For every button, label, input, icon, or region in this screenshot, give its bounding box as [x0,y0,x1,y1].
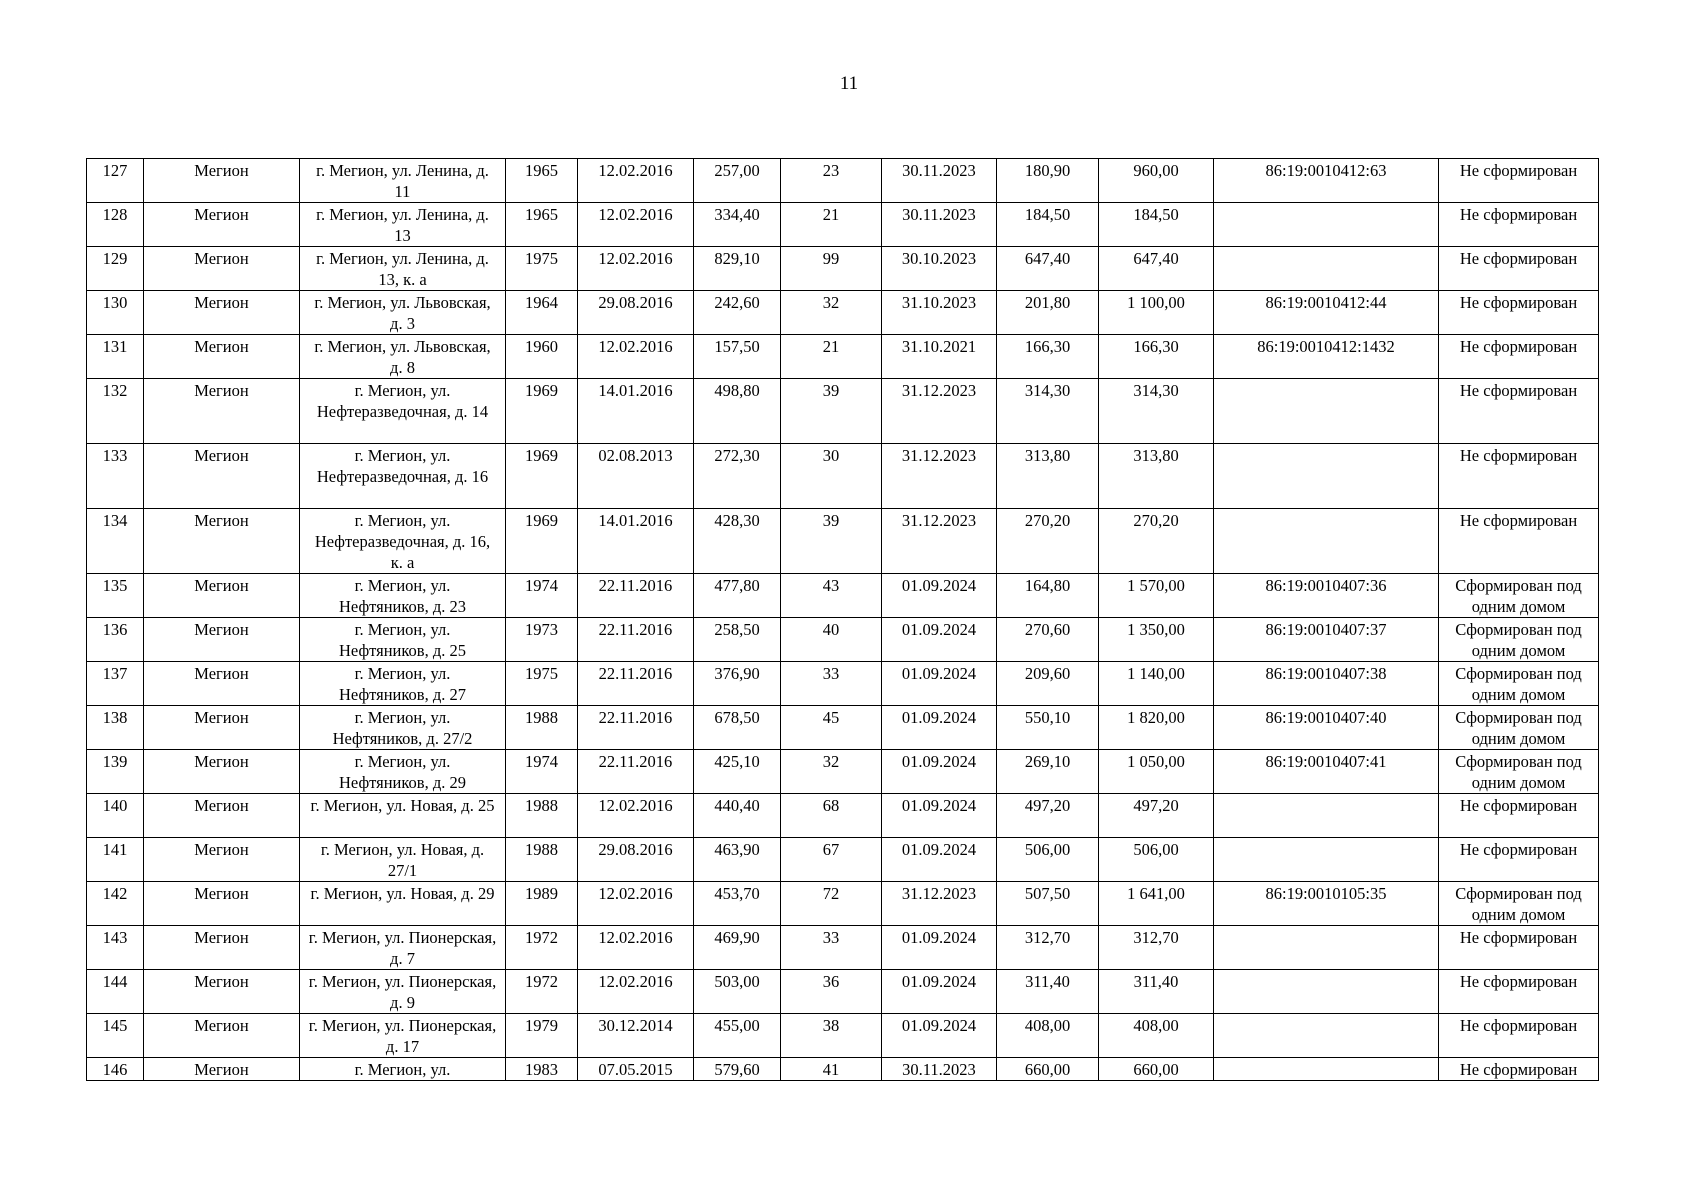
status-cell: Сформирован под одним домом [1439,662,1599,706]
area2-cell: 314,30 [997,379,1099,444]
address-cell: г. Мегион, ул. Нефтяников, д. 23 [300,574,506,618]
deadline-cell: 31.12.2023 [882,509,997,574]
count-cell: 41 [781,1058,882,1081]
year-cell: 1960 [506,335,578,379]
area-cell: 463,90 [694,838,781,882]
deadline-cell: 30.11.2023 [882,203,997,247]
address-cell: г. Мегион, ул. Нефтеразведочная, д. 14 [300,379,506,444]
year-cell: 1983 [506,1058,578,1081]
year-cell: 1972 [506,970,578,1014]
status-cell: Не сформирован [1439,203,1599,247]
row-number: 134 [87,509,144,574]
count-cell: 21 [781,203,882,247]
city-cell: Мегион [144,794,300,838]
area-cell: 272,30 [694,444,781,509]
row-number: 135 [87,574,144,618]
date-cell: 12.02.2016 [578,970,694,1014]
count-cell: 33 [781,662,882,706]
land-area-cell: 660,00 [1099,1058,1214,1081]
status-cell: Не сформирован [1439,1014,1599,1058]
land-area-cell: 1 820,00 [1099,706,1214,750]
deadline-cell: 30.11.2023 [882,1058,997,1081]
cadastral-number-cell: 86:19:0010407:40 [1214,706,1439,750]
area2-cell: 660,00 [997,1058,1099,1081]
area-cell: 455,00 [694,1014,781,1058]
deadline-cell: 01.09.2024 [882,970,997,1014]
deadline-cell: 30.11.2023 [882,159,997,203]
deadline-cell: 01.09.2024 [882,838,997,882]
cadastral-number-cell: 86:19:0010412:44 [1214,291,1439,335]
area2-cell: 201,80 [997,291,1099,335]
area-cell: 376,90 [694,662,781,706]
city-cell: Мегион [144,750,300,794]
area-cell: 440,40 [694,794,781,838]
deadline-cell: 01.09.2024 [882,794,997,838]
deadline-cell: 01.09.2024 [882,662,997,706]
cadastral-number-cell [1214,838,1439,882]
year-cell: 1975 [506,247,578,291]
year-cell: 1988 [506,838,578,882]
deadline-cell: 30.10.2023 [882,247,997,291]
land-area-cell: 1 050,00 [1099,750,1214,794]
date-cell: 29.08.2016 [578,838,694,882]
status-cell: Не сформирован [1439,926,1599,970]
address-cell: г. Мегион, ул. [300,1058,506,1081]
cadastral-number-cell [1214,203,1439,247]
row-number: 146 [87,1058,144,1081]
area2-cell: 209,60 [997,662,1099,706]
address-cell: г. Мегион, ул. Ленина, д. 13 [300,203,506,247]
land-area-cell: 312,70 [1099,926,1214,970]
address-cell: г. Мегион, ул. Ленина, д. 13, к. а [300,247,506,291]
table-row [87,970,1599,1014]
area2-cell: 184,50 [997,203,1099,247]
table-row [87,794,1599,838]
row-number: 132 [87,379,144,444]
area2-cell: 550,10 [997,706,1099,750]
row-number: 127 [87,159,144,203]
land-area-cell: 1 570,00 [1099,574,1214,618]
city-cell: Мегион [144,335,300,379]
row-number: 144 [87,970,144,1014]
cadastral-number-cell: 86:19:0010407:41 [1214,750,1439,794]
area2-cell: 647,40 [997,247,1099,291]
count-cell: 32 [781,291,882,335]
area2-cell: 180,90 [997,159,1099,203]
status-cell: Не сформирован [1439,379,1599,444]
city-cell: Мегион [144,291,300,335]
area2-cell: 270,20 [997,509,1099,574]
table-row [87,662,1599,706]
status-cell: Не сформирован [1439,794,1599,838]
status-cell: Сформирован под одним домом [1439,706,1599,750]
city-cell: Мегион [144,1058,300,1081]
deadline-cell: 01.09.2024 [882,574,997,618]
area-cell: 477,80 [694,574,781,618]
city-cell: Мегион [144,203,300,247]
table-row [87,159,1599,203]
row-number: 141 [87,838,144,882]
status-cell: Сформирован под одним домом [1439,750,1599,794]
date-cell: 22.11.2016 [578,574,694,618]
deadline-cell: 01.09.2024 [882,706,997,750]
year-cell: 1979 [506,1014,578,1058]
cadastral-number-cell: 86:19:0010407:36 [1214,574,1439,618]
year-cell: 1989 [506,882,578,926]
date-cell: 12.02.2016 [578,203,694,247]
date-cell: 12.02.2016 [578,794,694,838]
year-cell: 1988 [506,706,578,750]
land-area-cell: 166,30 [1099,335,1214,379]
area-cell: 453,70 [694,882,781,926]
count-cell: 21 [781,335,882,379]
city-cell: Мегион [144,926,300,970]
area2-cell: 507,50 [997,882,1099,926]
area2-cell: 313,80 [997,444,1099,509]
row-number: 137 [87,662,144,706]
land-area-cell: 311,40 [1099,970,1214,1014]
area2-cell: 506,00 [997,838,1099,882]
deadline-cell: 01.09.2024 [882,750,997,794]
date-cell: 12.02.2016 [578,882,694,926]
address-cell: г. Мегион, ул. Нефтяников, д. 29 [300,750,506,794]
table-row [87,444,1599,509]
city-cell: Мегион [144,247,300,291]
cadastral-number-cell: 86:19:0010412:63 [1214,159,1439,203]
land-area-cell: 313,80 [1099,444,1214,509]
date-cell: 07.05.2015 [578,1058,694,1081]
status-cell: Не сформирован [1439,291,1599,335]
date-cell: 14.01.2016 [578,509,694,574]
area-cell: 503,00 [694,970,781,1014]
year-cell: 1969 [506,379,578,444]
housing-registry-table [86,158,1599,1081]
table-row [87,203,1599,247]
area-cell: 428,30 [694,509,781,574]
address-cell: г. Мегион, ул. Ленина, д. 11 [300,159,506,203]
status-cell: Не сформирован [1439,509,1599,574]
count-cell: 99 [781,247,882,291]
count-cell: 40 [781,618,882,662]
address-cell: г. Мегион, ул. Львовская, д. 8 [300,335,506,379]
address-cell: г. Мегион, ул. Новая, д. 25 [300,794,506,838]
city-cell: Мегион [144,574,300,618]
count-cell: 38 [781,1014,882,1058]
count-cell: 23 [781,159,882,203]
row-number: 129 [87,247,144,291]
cadastral-number-cell [1214,247,1439,291]
row-number: 131 [87,335,144,379]
cadastral-number-cell [1214,444,1439,509]
city-cell: Мегион [144,1014,300,1058]
area2-cell: 497,20 [997,794,1099,838]
city-cell: Мегион [144,159,300,203]
count-cell: 36 [781,970,882,1014]
cadastral-number-cell [1214,379,1439,444]
cadastral-number-cell [1214,794,1439,838]
cadastral-number-cell [1214,509,1439,574]
page-number: 11 [839,73,859,94]
year-cell: 1965 [506,203,578,247]
year-cell: 1988 [506,794,578,838]
row-number: 128 [87,203,144,247]
city-cell: Мегион [144,379,300,444]
land-area-cell: 647,40 [1099,247,1214,291]
area-cell: 829,10 [694,247,781,291]
year-cell: 1974 [506,574,578,618]
area2-cell: 164,80 [997,574,1099,618]
deadline-cell: 31.10.2023 [882,291,997,335]
table-row [87,574,1599,618]
cadastral-number-cell [1214,1058,1439,1081]
cadastral-number-cell [1214,970,1439,1014]
count-cell: 39 [781,379,882,444]
date-cell: 12.02.2016 [578,926,694,970]
address-cell: г. Мегион, ул. Новая, д. 27/1 [300,838,506,882]
area-cell: 498,80 [694,379,781,444]
date-cell: 14.01.2016 [578,379,694,444]
table-row [87,926,1599,970]
row-number: 143 [87,926,144,970]
date-cell: 29.08.2016 [578,291,694,335]
date-cell: 22.11.2016 [578,750,694,794]
table-row [87,706,1599,750]
cadastral-number-cell: 86:19:0010105:35 [1214,882,1439,926]
area-cell: 678,50 [694,706,781,750]
year-cell: 1965 [506,159,578,203]
area-cell: 258,50 [694,618,781,662]
city-cell: Мегион [144,444,300,509]
area-cell: 579,60 [694,1058,781,1081]
land-area-cell: 960,00 [1099,159,1214,203]
table-body [87,159,1599,1081]
table-row [87,1058,1599,1081]
row-number: 139 [87,750,144,794]
row-number: 136 [87,618,144,662]
count-cell: 33 [781,926,882,970]
row-number: 145 [87,1014,144,1058]
area-cell: 334,40 [694,203,781,247]
land-area-cell: 1 350,00 [1099,618,1214,662]
status-cell: Не сформирован [1439,159,1599,203]
city-cell: Мегион [144,662,300,706]
land-area-cell: 1 140,00 [1099,662,1214,706]
table-row [87,335,1599,379]
date-cell: 02.08.2013 [578,444,694,509]
area-cell: 242,60 [694,291,781,335]
status-cell: Не сформирован [1439,247,1599,291]
address-cell: г. Мегион, ул. Пионерская, д. 7 [300,926,506,970]
date-cell: 30.12.2014 [578,1014,694,1058]
land-area-cell: 1 641,00 [1099,882,1214,926]
status-cell: Не сформирован [1439,1058,1599,1081]
date-cell: 12.02.2016 [578,335,694,379]
status-cell: Не сформирован [1439,444,1599,509]
deadline-cell: 01.09.2024 [882,618,997,662]
year-cell: 1973 [506,618,578,662]
table-row [87,379,1599,444]
address-cell: г. Мегион, ул. Нефтеразведочная, д. 16 [300,444,506,509]
date-cell: 22.11.2016 [578,662,694,706]
row-number: 130 [87,291,144,335]
cadastral-number-cell [1214,926,1439,970]
status-cell: Не сформирован [1439,838,1599,882]
city-cell: Мегион [144,509,300,574]
date-cell: 22.11.2016 [578,706,694,750]
address-cell: г. Мегион, ул. Нефтяников, д. 27/2 [300,706,506,750]
deadline-cell: 31.12.2023 [882,882,997,926]
city-cell: Мегион [144,882,300,926]
count-cell: 45 [781,706,882,750]
area2-cell: 408,00 [997,1014,1099,1058]
count-cell: 32 [781,750,882,794]
area-cell: 469,90 [694,926,781,970]
table-row [87,882,1599,926]
area2-cell: 269,10 [997,750,1099,794]
deadline-cell: 31.10.2021 [882,335,997,379]
row-number: 138 [87,706,144,750]
city-cell: Мегион [144,838,300,882]
date-cell: 12.02.2016 [578,159,694,203]
status-cell: Сформирован под одним домом [1439,618,1599,662]
area2-cell: 312,70 [997,926,1099,970]
land-area-cell: 506,00 [1099,838,1214,882]
row-number: 140 [87,794,144,838]
address-cell: г. Мегион, ул. Пионерская, д. 9 [300,970,506,1014]
area-cell: 425,10 [694,750,781,794]
cadastral-number-cell: 86:19:0010407:38 [1214,662,1439,706]
land-area-cell: 497,20 [1099,794,1214,838]
table-row [87,838,1599,882]
city-cell: Мегион [144,706,300,750]
date-cell: 12.02.2016 [578,247,694,291]
table-row [87,291,1599,335]
year-cell: 1964 [506,291,578,335]
city-cell: Мегион [144,970,300,1014]
count-cell: 43 [781,574,882,618]
count-cell: 72 [781,882,882,926]
deadline-cell: 01.09.2024 [882,926,997,970]
address-cell: г. Мегион, ул. Львовская, д. 3 [300,291,506,335]
table-row [87,618,1599,662]
row-number: 133 [87,444,144,509]
count-cell: 39 [781,509,882,574]
count-cell: 68 [781,794,882,838]
status-cell: Сформирован под одним домом [1439,882,1599,926]
table-row [87,750,1599,794]
area-cell: 157,50 [694,335,781,379]
area-cell: 257,00 [694,159,781,203]
status-cell: Сформирован под одним домом [1439,574,1599,618]
address-cell: г. Мегион, ул. Пионерская, д. 17 [300,1014,506,1058]
address-cell: г. Мегион, ул. Нефтеразведочная, д. 16, к. а [300,509,506,574]
status-cell: Не сформирован [1439,335,1599,379]
year-cell: 1975 [506,662,578,706]
deadline-cell: 01.09.2024 [882,1014,997,1058]
area2-cell: 270,60 [997,618,1099,662]
land-area-cell: 184,50 [1099,203,1214,247]
area2-cell: 311,40 [997,970,1099,1014]
year-cell: 1969 [506,509,578,574]
deadline-cell: 31.12.2023 [882,444,997,509]
land-area-cell: 270,20 [1099,509,1214,574]
table-row [87,509,1599,574]
cadastral-number-cell: 86:19:0010412:1432 [1214,335,1439,379]
status-cell: Не сформирован [1439,970,1599,1014]
area2-cell: 166,30 [997,335,1099,379]
land-area-cell: 408,00 [1099,1014,1214,1058]
year-cell: 1974 [506,750,578,794]
city-cell: Мегион [144,618,300,662]
row-number: 142 [87,882,144,926]
count-cell: 67 [781,838,882,882]
year-cell: 1969 [506,444,578,509]
address-cell: г. Мегион, ул. Нефтяников, д. 25 [300,618,506,662]
cadastral-number-cell: 86:19:0010407:37 [1214,618,1439,662]
table-row [87,247,1599,291]
table-row [87,1014,1599,1058]
address-cell: г. Мегион, ул. Нефтяников, д. 27 [300,662,506,706]
year-cell: 1972 [506,926,578,970]
deadline-cell: 31.12.2023 [882,379,997,444]
date-cell: 22.11.2016 [578,618,694,662]
land-area-cell: 314,30 [1099,379,1214,444]
address-cell: г. Мегион, ул. Новая, д. 29 [300,882,506,926]
land-area-cell: 1 100,00 [1099,291,1214,335]
cadastral-number-cell [1214,1014,1439,1058]
count-cell: 30 [781,444,882,509]
